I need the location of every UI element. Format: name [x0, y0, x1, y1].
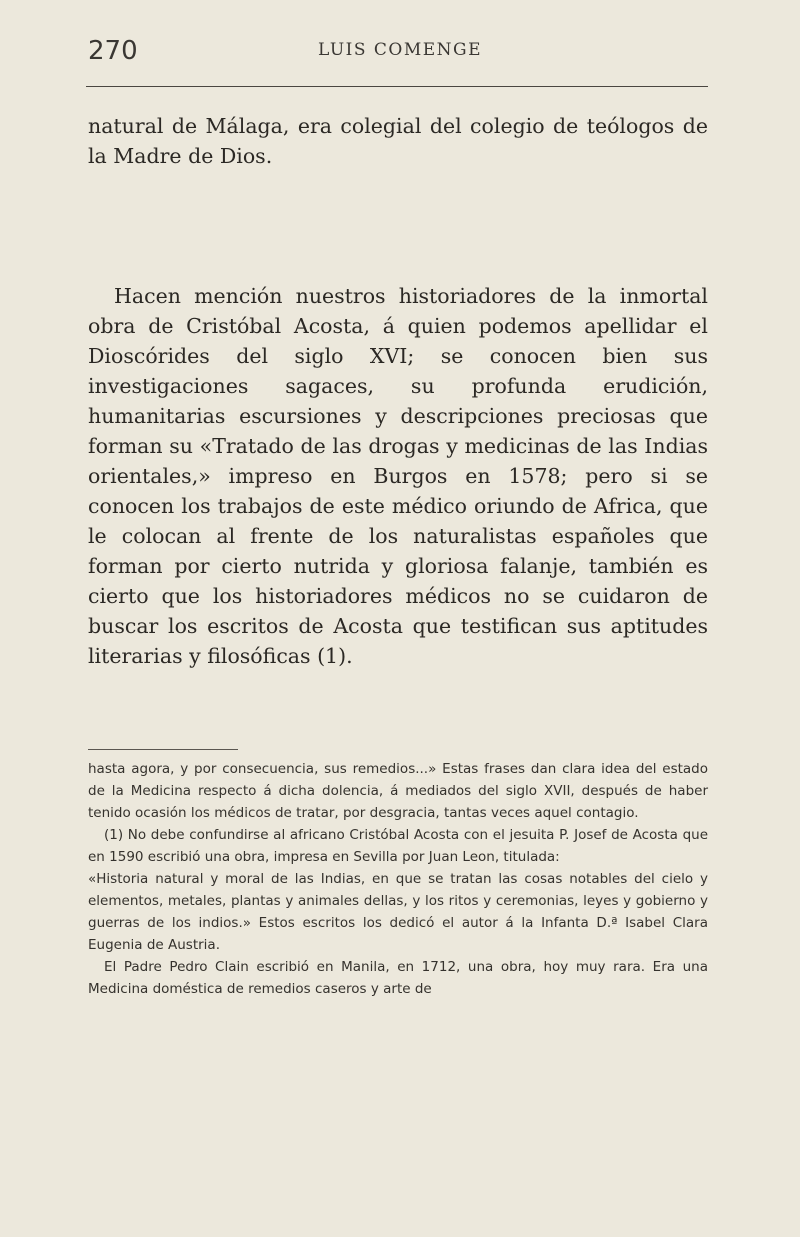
footnote-padre-clain: El Padre Pedro Clain escribió en Manila, en 1712, una obra, hoy muy rara. Era una Medicina doméstica de remedios caseros y arte de — [88, 959, 708, 997]
footnote-rule — [88, 749, 238, 750]
body-paragraph-1: natural de Málaga, era colegial del colegio de teólogos de la Madre de Dios. — [88, 114, 708, 168]
header-rule — [86, 86, 708, 87]
footnote-1: (1) No debe confundirse al africano Cristóbal Acosta con el jesuita P. Josef de Acosta que en 1590 escribió una obra, impresa en Sevilla por Juan Leon, titulada: — [88, 827, 708, 865]
footnote-continuation: hasta agora, y por consecuencia, sus remedios...» Estas frases dan clara idea del estado de la Medicina respecto á dicha dolencia, á mediados del siglo XVII, después de haber tenido ocasión los médicos de tratar, por desgracia, tantas veces aquel contagio. — [88, 761, 708, 821]
footnotes — [88, 758, 708, 1000]
footnote-quote: «Historia natural y moral de las Indias, en que se tratan las cosas notables del cielo y elementos, metales, plantas y animales dellas, y los ritos y ceremonias, leyes y gobierno y guerras de los indios.» Estos escritos los dedicó el autor á la Infanta D.ª Isabel Clara Eugenia de Austria. — [88, 871, 708, 953]
running-head: LUIS COMENGE — [317, 40, 483, 60]
body-paragraph-2: Hacen mención nuestros historiadores de la inmortal obra de Cristóbal Acosta, á quien podemos apellidar el Dioscórides del siglo XVI; se conocen bien sus investigaciones sagaces, su profunda erudición, humanitarias escursiones y descripciones preciosas que forman su «Tratado de las drogas y medicinas de las Indias orientales,» impreso en Burgos en 1578; pero si se conocen los trabajos de este médico oriundo de Africa, que le colocan al frente de los naturalistas españoles que forman por cierto nutrida y gloriosa falanje, también es cierto que los historiadores médicos no se cuidaron de buscar los escritos de Acosta que testifican sus aptitudes literarias y filosóficas (1). — [88, 284, 708, 668]
page-number: 270 — [88, 36, 138, 66]
